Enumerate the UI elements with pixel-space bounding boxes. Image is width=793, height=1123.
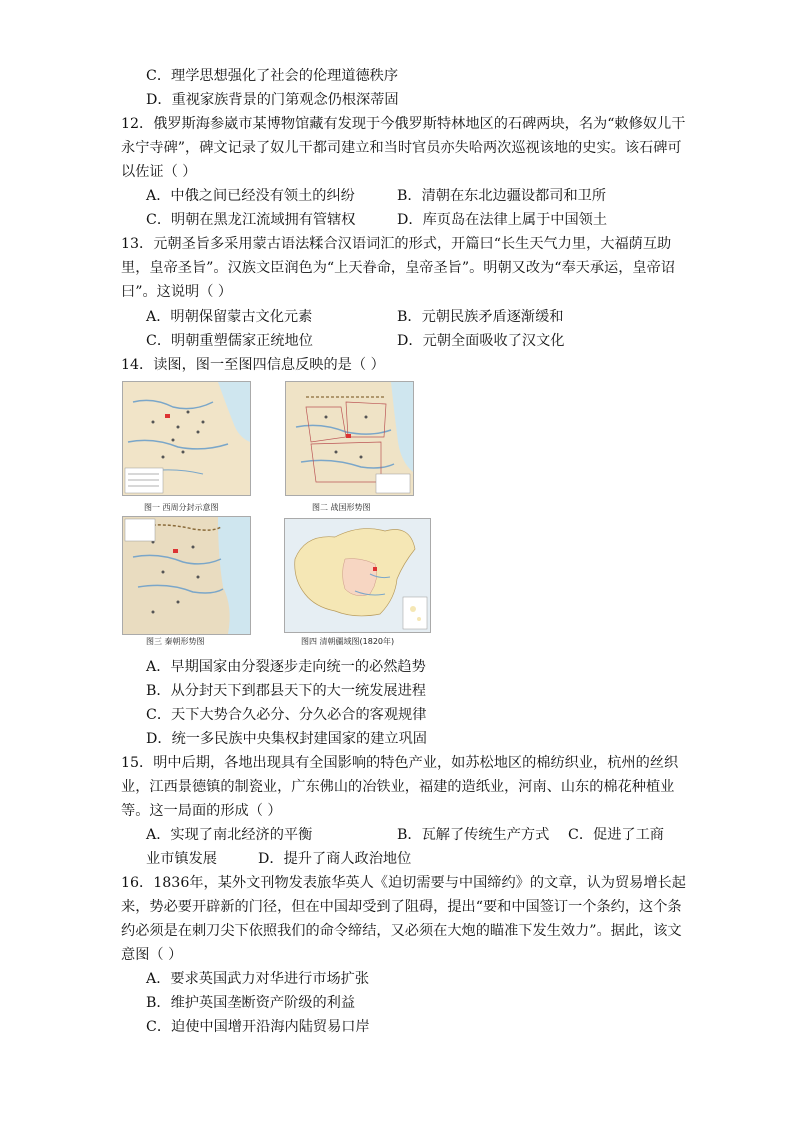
- q15-option-d: D．提升了商人政治地位: [258, 851, 412, 867]
- q13-option-c: C．明朝重塑儒家正统地位: [146, 333, 313, 349]
- q16-stem-line1: 16．1836年，某外文刊物发表旅华英人《迫切需要与中国缔约》的文章，认为贸易增长起: [121, 875, 686, 891]
- q12-stem-line2: 永宁寺碑”，碑文记录了奴儿干都司建立和当时官员亦失哈两次巡视该地的史实。该石碑可: [121, 140, 682, 156]
- map-qing-caption: 图四 清朝疆域图(1820年): [301, 637, 395, 646]
- q13-option-a: A．明朝保留蒙古文化元素: [146, 309, 313, 325]
- q14-option-b: B．从分封天下到郡县天下的大一统发展进程: [146, 683, 426, 699]
- q11-option-c: C．理学思想强化了社会的伦理道德秩序: [146, 68, 399, 84]
- q15-option-b: B．瓦解了传统生产方式: [397, 827, 550, 843]
- map-warring-states-caption: 图二 战国形势图: [312, 503, 371, 512]
- q11-option-d: D．重视家族背景的门第观念仍根深蒂固: [146, 92, 399, 108]
- map-qin: [122, 516, 251, 635]
- q16-option-b: B．维护英国垄断资产阶级的利益: [146, 995, 356, 1011]
- q15-stem-line1: 15．明中后期，各地出现具有全国影响的特色产业，如苏松地区的棉纺织业，杭州的丝织: [121, 755, 679, 771]
- q15-option-c: C．促进了工商: [568, 827, 664, 843]
- q13-stem-line2: 里，皇帝圣旨”。汉族文臣润色为“上天眷命，皇帝圣旨”。明朝又改为“奉天承运，皇帝诏: [121, 260, 675, 276]
- map-qin-caption: 图三 秦朝形势图: [146, 637, 205, 646]
- map-western-zhou-caption: 图一 西周分封示意图: [144, 503, 219, 512]
- q14-stem: 14．读图，图一至图四信息反映的是（ ）: [121, 357, 385, 373]
- q16-stem-line4: 意图（ ）: [121, 947, 183, 963]
- q12-stem-line3: 以佐证（ ）: [121, 164, 197, 180]
- q13-stem-line1: 13．元朝圣旨多采用蒙古语法糅合汉语词汇的形式，开篇曰“长生天气力里，大福荫互助: [121, 236, 672, 252]
- map-warring-states: [285, 381, 414, 496]
- q12-stem-line1: 12．俄罗斯海参崴市某博物馆藏有发现于今俄罗斯特林地区的石碑两块，名为“敕修奴儿干: [121, 116, 686, 132]
- q16-option-c: C．迫使中国增开沿海内陆贸易口岸: [146, 1019, 370, 1035]
- q15-stem-line3: 等。这一局面的形成（ ）: [121, 803, 282, 819]
- q12-option-d: D．库页岛在法律上属于中国领土: [397, 212, 608, 228]
- q15-option-c-cont: 业市镇发展: [146, 851, 217, 867]
- q15-option-a: A．实现了南北经济的平衡: [146, 827, 313, 843]
- map-qing: [284, 518, 431, 633]
- q16-stem-line2: 来，势必要开辟新的门径，但在中国却受到了阻碍，提出“要和中国签订一个条约，这个条: [121, 899, 682, 915]
- q13-option-b: B．元朝民族矛盾逐渐缓和: [397, 309, 564, 325]
- q14-option-c: C．天下大势合久必分、分久必合的客观规律: [146, 707, 427, 723]
- q12-option-a: A．中俄之间已经没有领土的纠纷: [146, 188, 355, 204]
- q16-option-a: A．要求英国武力对华进行市场扩张: [146, 971, 370, 987]
- q16-stem-line3: 约必须是在刺刀尖下依照我们的命令缔结，又必须在大炮的瞄准下发生效力”。据此，该文: [121, 923, 682, 939]
- map-western-zhou: [122, 381, 251, 496]
- q14-option-d: D．统一多民族中央集权封建国家的建立巩固: [146, 731, 427, 747]
- q12-option-b: B．清朝在东北边疆设都司和卫所: [397, 188, 607, 204]
- q12-option-c: C．明朝在黑龙江流域拥有管辖权: [146, 212, 356, 228]
- q14-option-a: A．早期国家由分裂逐步走向统一的必然趋势: [146, 659, 426, 675]
- q15-stem-line2: 业，江西景德镇的制瓷业，广东佛山的冶铁业，福建的造纸业，河南、山东的棉花种植业: [121, 779, 675, 795]
- q13-option-d: D．元朝全面吸收了汉文化: [397, 333, 565, 349]
- q13-stem-line3: 曰”。这说明（ ）: [121, 284, 233, 300]
